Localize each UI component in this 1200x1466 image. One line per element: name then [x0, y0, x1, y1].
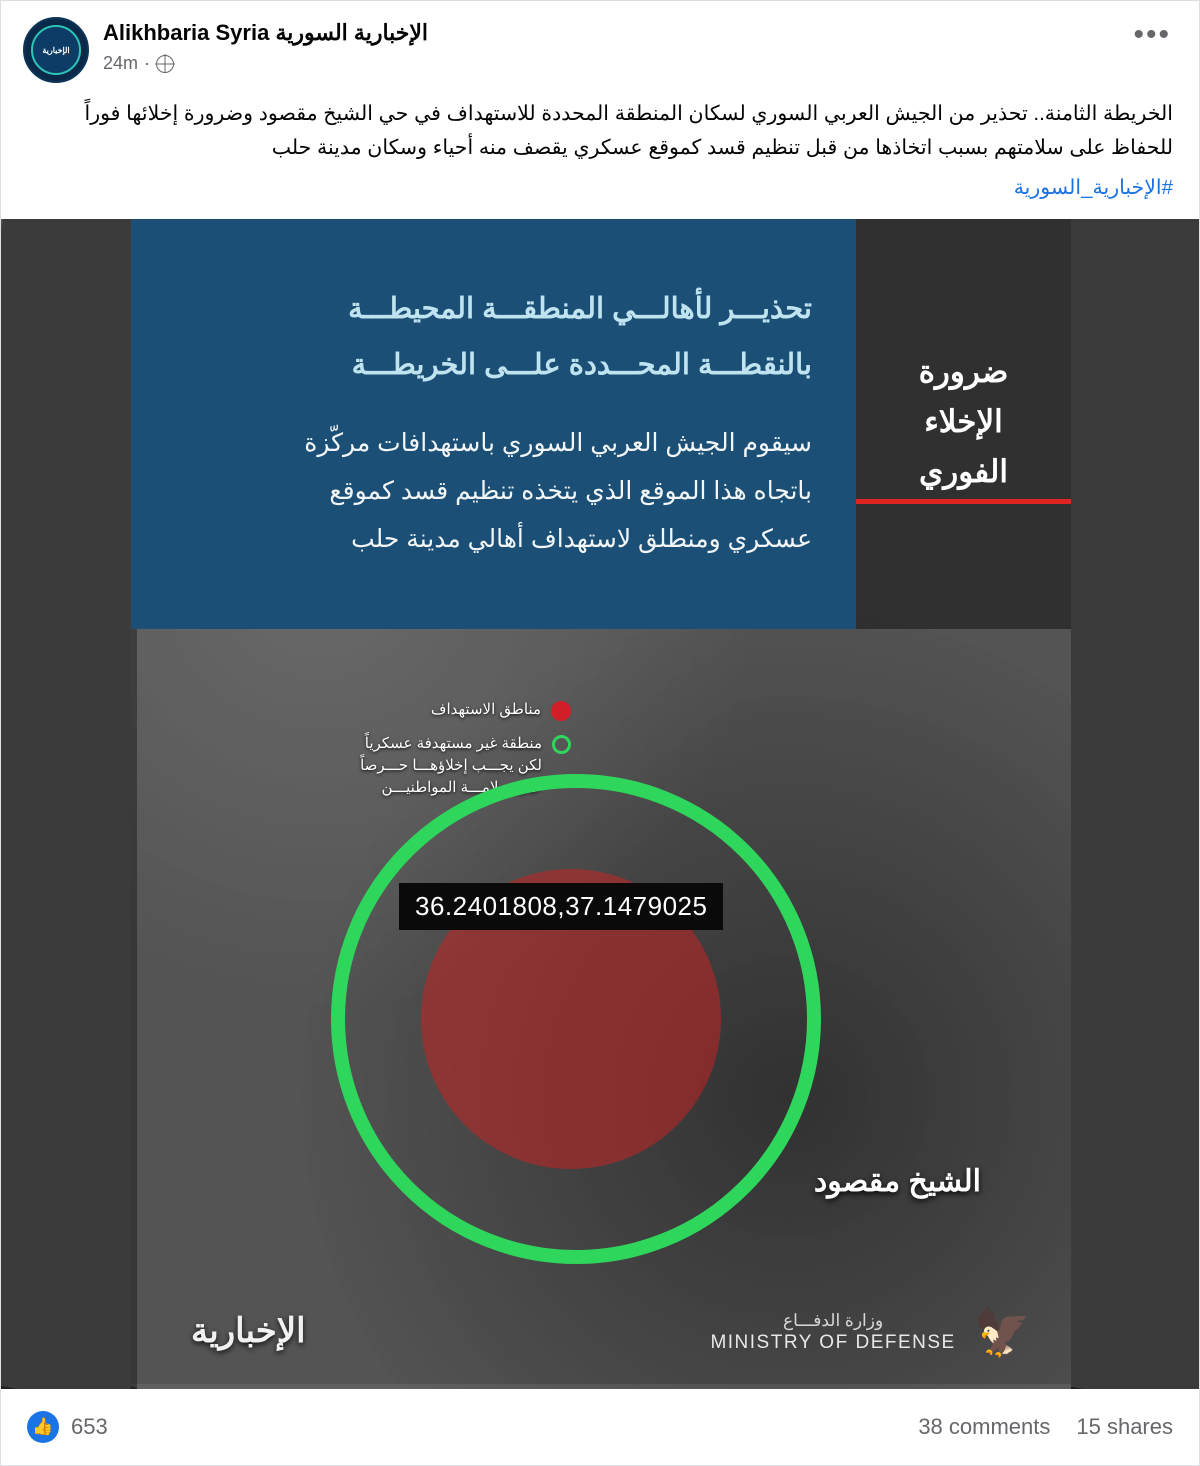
ministry-text [710, 1310, 955, 1354]
reaction-count: 653 [71, 1414, 108, 1439]
globe-icon[interactable] [156, 55, 174, 73]
legend-evacuate-line-3: على سلامـــة المواطنيـــن [381, 779, 542, 796]
evacuation-line-1: ضرورة [918, 354, 1009, 389]
banner-title-line-2: بالنقطـــة المحـــددة علـــى الخريطـــة [351, 349, 812, 381]
image-content [131, 219, 1071, 1389]
channel-watermark: الإخبارية [191, 1312, 306, 1350]
evacuation-callout [856, 219, 1071, 629]
image-right-strip [1067, 219, 1199, 1389]
image-left-strip [1, 219, 133, 1389]
meta-separator: · [144, 53, 151, 73]
engagement-counts [918, 1414, 1173, 1440]
legend-evacuate-line-2: لكن يجـــب إخلاؤهـــا حـــرصاً [360, 757, 542, 774]
comments-count[interactable]: 38 comments [918, 1414, 1051, 1439]
ministry-of-defense-logo [710, 1306, 1031, 1358]
post-hashtag[interactable]: #الإخبارية_السورية [1013, 176, 1173, 199]
shares-count[interactable]: 15 shares [1076, 1414, 1173, 1439]
ministry-name-en: MINISTRY OF DEFENSE [710, 1332, 956, 1353]
more-options-button[interactable]: ••• [1133, 18, 1171, 51]
post-meta [103, 53, 1127, 74]
neighborhood-label: الشيخ مقصود [813, 1165, 981, 1198]
ministry-name-ar: وزارة الدفـــاع [782, 1311, 884, 1330]
banner-body-line-2: باتجاه هذا الموقع الذي يتخذه تنظيم قسد كموقع [329, 477, 812, 505]
reactions-summary[interactable] [27, 1411, 108, 1443]
banner-title-line-1: تحذيـــر لأهالـــي المنطقـــة المحيطـــة [348, 293, 812, 325]
banner-body-line-1: سيقوم الجيش العربي السوري باستهدافات مركّزة [304, 429, 812, 457]
post-header-text [103, 17, 1127, 74]
post-timestamp[interactable]: 24m [103, 53, 139, 73]
red-dot-icon [551, 701, 571, 721]
warning-banner [131, 219, 856, 629]
avatar-logo-text: الإخبارية [31, 25, 81, 75]
post-message: الخريطة الثامنة.. تحذير من الجيش العربي السوري لسكان المنطقة المحددة للاستهداف في حي الشيخ مقصود وضرورة إخلائها فوراً للحفاظ على سلامتهم بسبب اتخاذها من قبل تنظيم قسد كموقع عسكري يقصف منه أحياء وسكان مدينة حلب [84, 102, 1173, 159]
legend-label-targeted: مناطق الاستهداف [430, 701, 541, 718]
page-name[interactable] [103, 19, 1127, 47]
page-name-en: Alikhbaria Syria [103, 20, 270, 45]
green-circle-icon [552, 735, 571, 754]
legend-item-targeted [291, 699, 571, 721]
post-footer [1, 1389, 1199, 1465]
post-image[interactable] [1, 219, 1199, 1389]
banner-body-line-3: عسكري ومنطلق لاستهداف أهالي مدينة حلب [351, 525, 812, 553]
evacuation-line-2: الإخلاء [924, 404, 1003, 439]
evacuation-line-3: الفوري [856, 447, 1071, 504]
eagle-emblem-icon: 🦅 [973, 1306, 1031, 1358]
coordinates-label: 36.2401808,37.1479025 [399, 883, 723, 930]
page-name-ar: الإخبارية السورية [275, 20, 429, 45]
post-header [1, 1, 1199, 83]
thumbs-up-icon: 👍 [27, 1411, 59, 1443]
avatar[interactable] [23, 17, 89, 83]
legend-evacuate-line-1: منطقة غير مستهدفة عسكرياً [364, 735, 542, 752]
